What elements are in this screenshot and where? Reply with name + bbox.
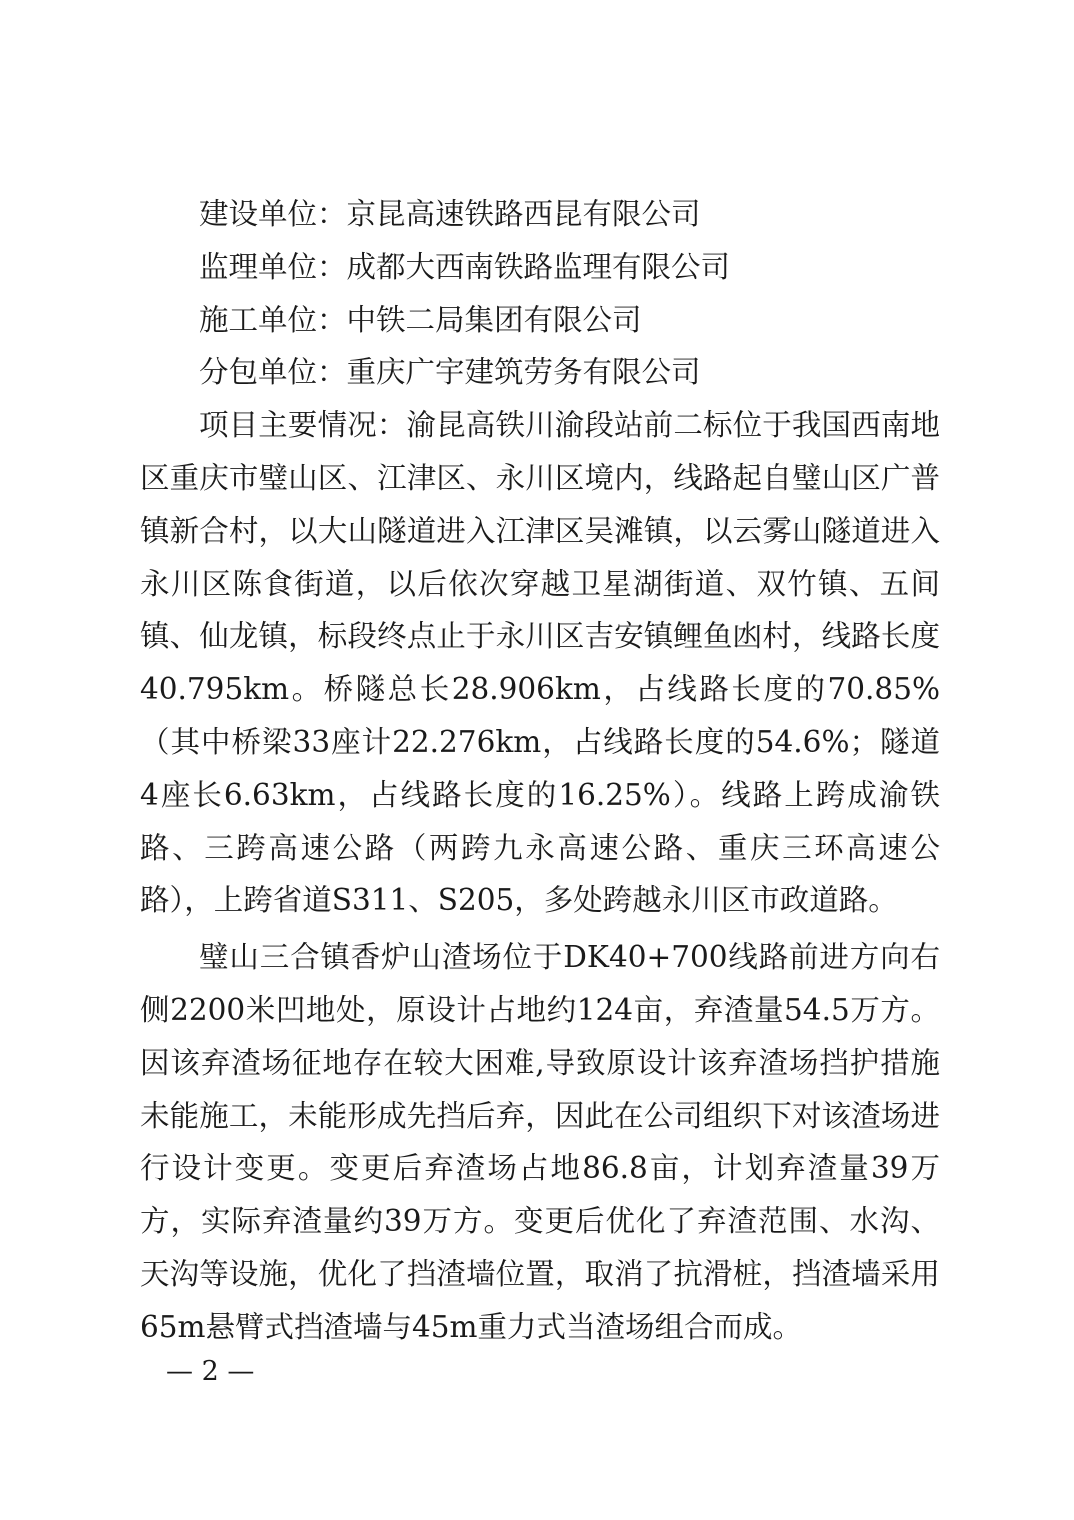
page-number: — 2 — [166, 1356, 255, 1387]
construction-unit-label: 建设单位： [199, 197, 347, 231]
subcontractor-unit-value: 重庆广宇建筑劳务有限公司 [346, 355, 701, 390]
construction-unit-line [140, 188, 940, 241]
project-overview-paragraph: 项目主要情况：渝昆高铁川渝段站前二标位于我国西南地区重庆市璧山区、江津区、永川区境内，线路起自璧山区广普镇新合村，以大山隧道进入江津区吴滩镇，以云雾山隧道进入永川区陈食街道，以后依次穿越卫星湖街道、双竹镇、五间镇、仙龙镇，标段终点止于永川区吉安镇鲤鱼凼村，线路长度40.795km。桥隧总长28.906km，占线路长度的70.85%（其中桥梁33座计22.276km，占线路长度的54.6%；隧道4座长6.63km，占线路长度的16.25%）。线路上跨成渝铁路、三跨高速公路（两跨九永高速公路、重庆三环高速公路），上跨省道S311、S205，多处跨越永川区市政道路。 [140, 408, 940, 918]
contractor-unit-label: 施工单位： [199, 302, 347, 337]
supervision-unit-line [140, 241, 940, 294]
subcontractor-unit-line [140, 346, 940, 399]
supervision-unit-label: 监理单位： [199, 249, 347, 284]
contractor-unit-value: 中铁二局集团有限公司 [346, 302, 642, 337]
contractor-unit-line [140, 294, 940, 347]
document-body [140, 188, 940, 1354]
spoil-site-paragraph: 璧山三合镇香炉山渣场位于DK40+700线路前进方向右侧2200米凹地处，原设计占地约124亩，弃渣量54.5万方。因该弃渣场征地存在较大困难,导致原设计该弃渣场挡护措施未能施工，未能形成先挡后弃，因此在公司组织下对该渣场进行设计变更。变更后弃渣场占地86.8亩，计划弃渣量39万方，实际弃渣量约39万方。变更后优化了弃渣范围、水沟、天沟等设施，优化了挡渣墙位置，取消了抗滑桩，挡渣墙采用65m悬臂式挡渣墙与45m重力式当渣场组合而成。 [140, 940, 940, 1344]
construction-unit-value: 京昆高速铁路西昆有限公司 [346, 197, 701, 231]
supervision-unit-value: 成都大西南铁路监理有限公司 [346, 249, 731, 284]
subcontractor-unit-label: 分包单位： [199, 355, 347, 390]
